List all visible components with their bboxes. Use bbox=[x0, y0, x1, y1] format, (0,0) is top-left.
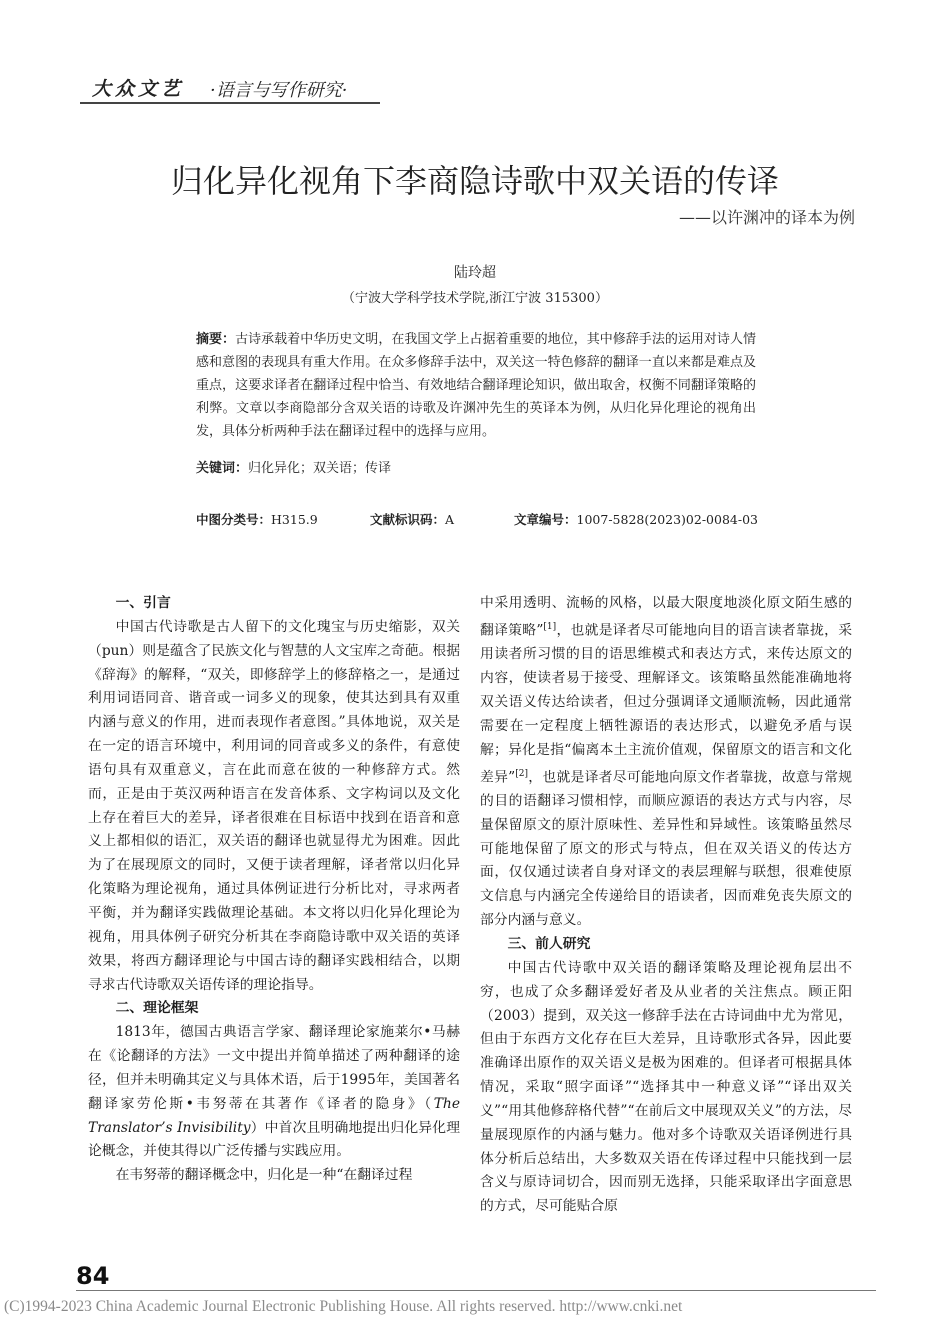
doc-label: 文献标识码： bbox=[370, 512, 446, 527]
document-code bbox=[370, 510, 454, 528]
book-title: The Translator’s Invisibility bbox=[88, 1095, 460, 1136]
citation-1: [1] bbox=[543, 621, 557, 632]
article-no-value: 1007-5828(2023)02-0084-03 bbox=[576, 512, 758, 527]
paragraph-continued-part1: 中采用透明、流畅的风格，以最大限度地淡化原文陌生感的翻译策略” bbox=[480, 595, 852, 639]
citation-2: [2] bbox=[515, 768, 528, 779]
article-subtitle: ——以许渊冲的译本为例 bbox=[678, 208, 855, 227]
doc-value: A bbox=[445, 512, 455, 527]
paragraph-theory bbox=[88, 1021, 460, 1164]
left-column bbox=[88, 592, 460, 1188]
author-affiliation: （宁波大学科学技术学院,浙江宁波 315300） bbox=[342, 291, 608, 306]
right-column bbox=[480, 592, 852, 1219]
copyright-footer: (C)1994-2023 China Academic Journal Electronic Publishing House. All rights reserved. http://www.cnki.net bbox=[4, 1298, 683, 1315]
keywords-label: 关键词： bbox=[196, 461, 249, 476]
author-name: 陆玲超 bbox=[454, 265, 496, 281]
heading-introduction: 一、引言 bbox=[115, 595, 171, 611]
paragraph-theory-part2: ）中首次且明确地提出归化异化理论概念，并使其得以广泛传播与实践应用。 bbox=[88, 1119, 461, 1160]
abstract bbox=[196, 328, 756, 443]
section-name: ·语言与写作研究· bbox=[210, 80, 348, 101]
page-number: 84 bbox=[76, 1262, 110, 1290]
paragraph-continued bbox=[480, 592, 852, 933]
paragraph-previous-research: 中国古代诗歌中双关语的翻译策略及理论视角层出不穷，也成了众多翻译爱好者及从业者的关注焦点。顾正阳（2003）提到，双关这一修辞手法在古诗词曲中尤为常见，但由于东西方文化存在巨大差异，且诗歌形式各异，因此要准确译出原作的双关语义是极为困难的。但译者可根据具体情况，采取“照字面译”“选择其中一种意义译”“译出双关义”“用其他修辞格代替”“在前后文中展现双关义”的方法，尽量展现原作的内涵与魅力。他对多个诗歌双关语译例进行具体分析后总结出，大多数双关语在传译过程中只能找到一层含义与原诗词切合，因而别无选择，只能采取译出字面意思的方式，尽可能贴合原 bbox=[480, 959, 852, 1215]
keywords-text: 归化异化；双关语；传译 bbox=[248, 461, 392, 476]
article-title: 归化异化视角下李商隐诗歌中双关语的传译 bbox=[170, 162, 779, 200]
clc-label: 中图分类号： bbox=[196, 512, 272, 527]
paragraph-venuti: 在韦努蒂的翻译概念中，归化是一种“在翻译过程 bbox=[115, 1167, 413, 1184]
article-number bbox=[514, 510, 758, 528]
paragraph-continued-part3: ，也就是译者尽可能地向原文作者靠拢，故意与常规的目的语翻译习惯相悖，而顺应源语的表达方式与内容，尽量保留原文的原汁原味性、差异性和异域性。该策略虽然尽可能地保留了原文的形式与特点，但在双关语义的传达方面，仅仅通过读者自身对译文的表层理解与联想，很难使原文信息与内涵完全传递给目的语读者，因而难免丧失原文的部分内涵与意义。 bbox=[480, 769, 852, 929]
paragraph-introduction: 中国古代诗歌是古人留下的文化瑰宝与历史缩影，双关（pun）则是蕴含了民族文化与智慧的人文宝库之奇葩。根据《辞海》的解释，“双关，即修辞学上的修辞格之一，是通过利用词语同音、谐音或一词多义的现象，使其达到具有双重内涵与意义的作用，进而表现作者意图。”具体地说，双关是在一定的语言环境中，利用词的同音或多义的条件，有意使语句具有双重意义，言在此而意在彼的一种修辞方式。然而，正是由于英汉两种语言在发音体系、文字构词以及文化上存在着巨大的差异，译者很难在目标语中找到在语音和意义上都相似的语汇，双关语的翻译也就显得尤为困难。因此为了在展现原文的同时，又便于读者理解，译者常以归化异化策略为理论视角，通过具体例证进行分析比对，寻求两者平衡，并为翻译实践做理论基础。本文将以归化异化理论为视角，用具体例子研究分析其在李商隐诗歌中双关语的英译效果，将西方翻译理论与中国古诗的翻译实践相结合，以期寻求古代诗歌双关语传译的理论指导。 bbox=[88, 618, 460, 993]
heading-theory: 二、理论框架 bbox=[115, 1000, 199, 1017]
article-no-label: 文章编号： bbox=[514, 512, 577, 527]
keywords bbox=[196, 457, 756, 480]
clc-number bbox=[196, 510, 318, 528]
header-rule bbox=[80, 102, 380, 104]
paragraph-theory-part1: 1813年，德国古典语言学家、翻译理论家施莱尔•马赫在《论翻译的方法》一文中提出并简单描述了两种翻译的途径，但并未明确其定义与具体术语，后于1995年，美国著名翻译家劳伦斯•韦努蒂在其著作《译者的隐身》（ bbox=[88, 1024, 460, 1112]
heading-previous-research: 三、前人研究 bbox=[507, 936, 591, 952]
footer-rule bbox=[76, 1290, 876, 1291]
paragraph-continued-part2: ，也就是译者尽可能地向目的语言读者靠拢，采用读者所习惯的目的语思维模式和表达方式，来传达原文的内容，使读者易于接受、理解译文。该策略虽然能准确地将双关语义传达给读者，但过分强调译文通顺流畅，因此通常需要在一定程度上牺牲源语的表达形式，以避免矛盾与误解；异化是指“偏离本土主流价值观，保留原文的语言和文化差异” bbox=[480, 622, 852, 786]
journal-name: 大众文艺 bbox=[92, 78, 185, 100]
clc-value: H315.9 bbox=[271, 512, 318, 527]
abstract-label: 摘要： bbox=[196, 332, 236, 347]
abstract-text: 古诗承载着中华历史文明，在我国文学上占据着重要的地位，其中修辞手法的运用对诗人情感和意图的表现具有重大作用。在众多修辞手法中，双关这一特色修辞的翻译一直以来都是难点及重点，这要求译者在翻译过程中恰当、有效地结合翻译理论知识，做出取舍，权衡不同翻译策略的利弊。文章以李商隐部分含双关语的诗歌及许渊冲先生的英译本为例，从归化异化理论的视角出发，具体分析两种手法在翻译过程中的选择与应用。 bbox=[196, 332, 756, 439]
